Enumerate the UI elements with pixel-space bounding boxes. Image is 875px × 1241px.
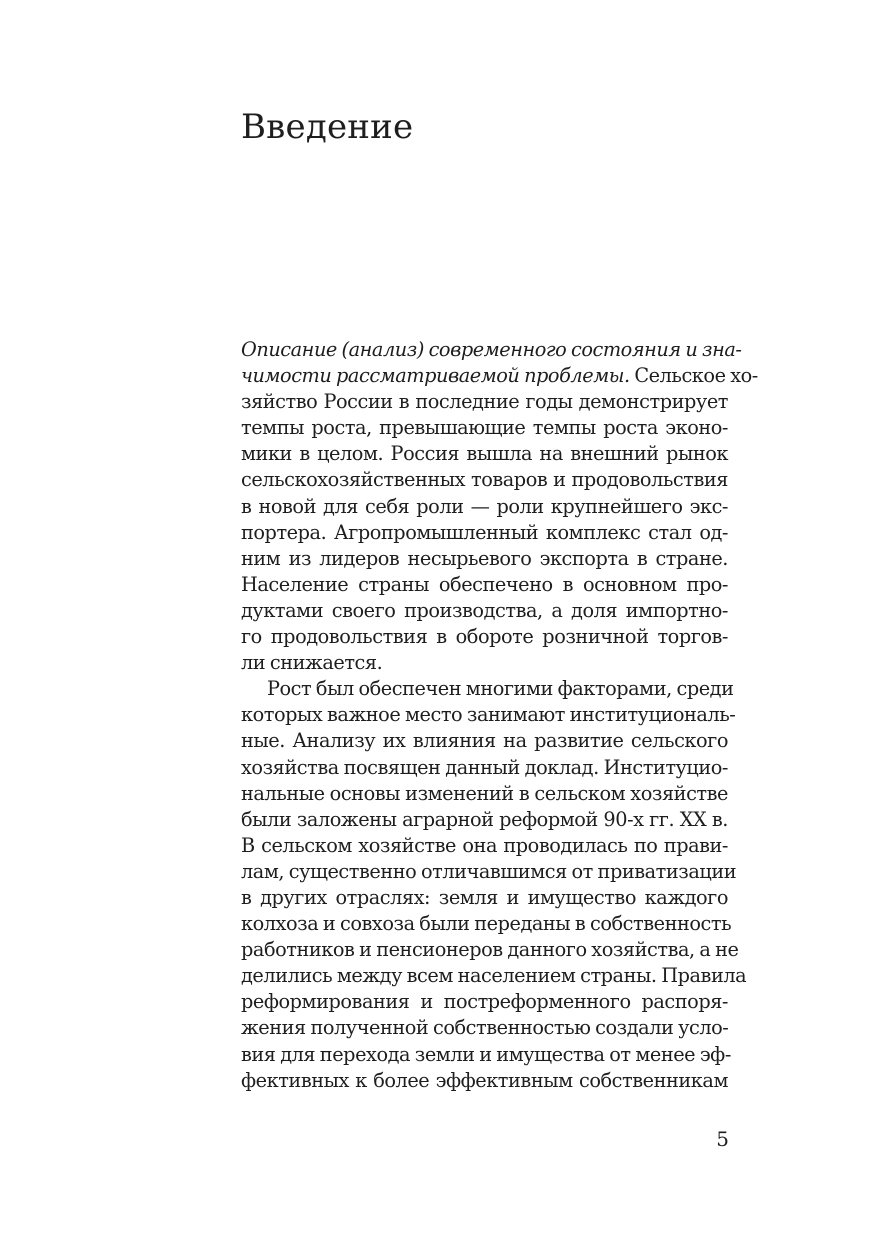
text-line [241,337,742,363]
italic-lead: Описание (анализ) современного состояния и зна- [241,338,742,361]
text-line: сельскохозяйственных товаров и продовольствия [241,468,728,492]
text-line: В сельском хозяйстве она проводилась по прави- [241,833,728,857]
text-line: ли снижается. [241,651,383,675]
text-line: фективных к более эффективным собственникам [241,1068,728,1092]
text-line: чимости рассматриваемой проблемы. Сельское хо- [241,364,758,388]
text-line: в новой для себя роли — роли крупнейшего экс- [241,494,728,518]
text-line: которых важное место занимают институциональ- [241,703,736,727]
text-line: нальные основы изменений в сельском хозяйстве [241,781,728,805]
paragraph-2 [241,676,747,1094]
text-line: мики в целом. Россия вышла на внешний рынок [241,442,728,466]
text-line: го продовольствия в обороте розничной торгов- [241,625,728,649]
text-line: хозяйства посвящен данный доклад. Институцио- [241,755,728,779]
page-number: 5 [716,1127,729,1151]
text-line: дуктами своего производства, а доля импортно- [241,598,728,622]
italic-lead: чимости рассматриваемой проблемы. [241,364,630,388]
text-line: жения полученной собственностью создали усло- [241,1016,729,1040]
text-line: портера. Агропромышленный комплекс стал од- [241,520,728,544]
text-line: лам, существенно отличавшимся от приватизации [241,859,737,883]
text-line: делились между всем населением страны. Правила [241,964,747,988]
text-line: были заложены аграрной реформой 90-х гг. XX в. [241,807,728,831]
paragraph-1 [241,337,758,676]
text-line: Население страны обеспечено в основном про- [241,572,728,596]
body-text [241,337,758,1094]
text-line: темпы роста, превышающие темпы роста эконо- [241,416,728,440]
text-line: реформирования и постреформенного распоря- [241,990,728,1014]
text-line: вия для перехода земли и имущества от менее эф- [241,1042,731,1066]
text-line: работников и пенсионеров данного хозяйства, а не [241,938,739,962]
text-line: зяйство России в последние годы демонстрирует [241,390,728,414]
text-line: ним из лидеров несырьевого экспорта в стране. [241,546,728,570]
text-line: колхоза и совхоза были переданы в собственность [241,912,732,936]
text-line: ные. Анализу их влияния на развитие сельского [241,729,728,753]
chapter-title: Введение [241,107,414,147]
text-line: Рост был обеспечен многими факторами, среди [267,677,734,701]
text-line: в других отраслях: земля и имущество каждого [241,885,728,909]
